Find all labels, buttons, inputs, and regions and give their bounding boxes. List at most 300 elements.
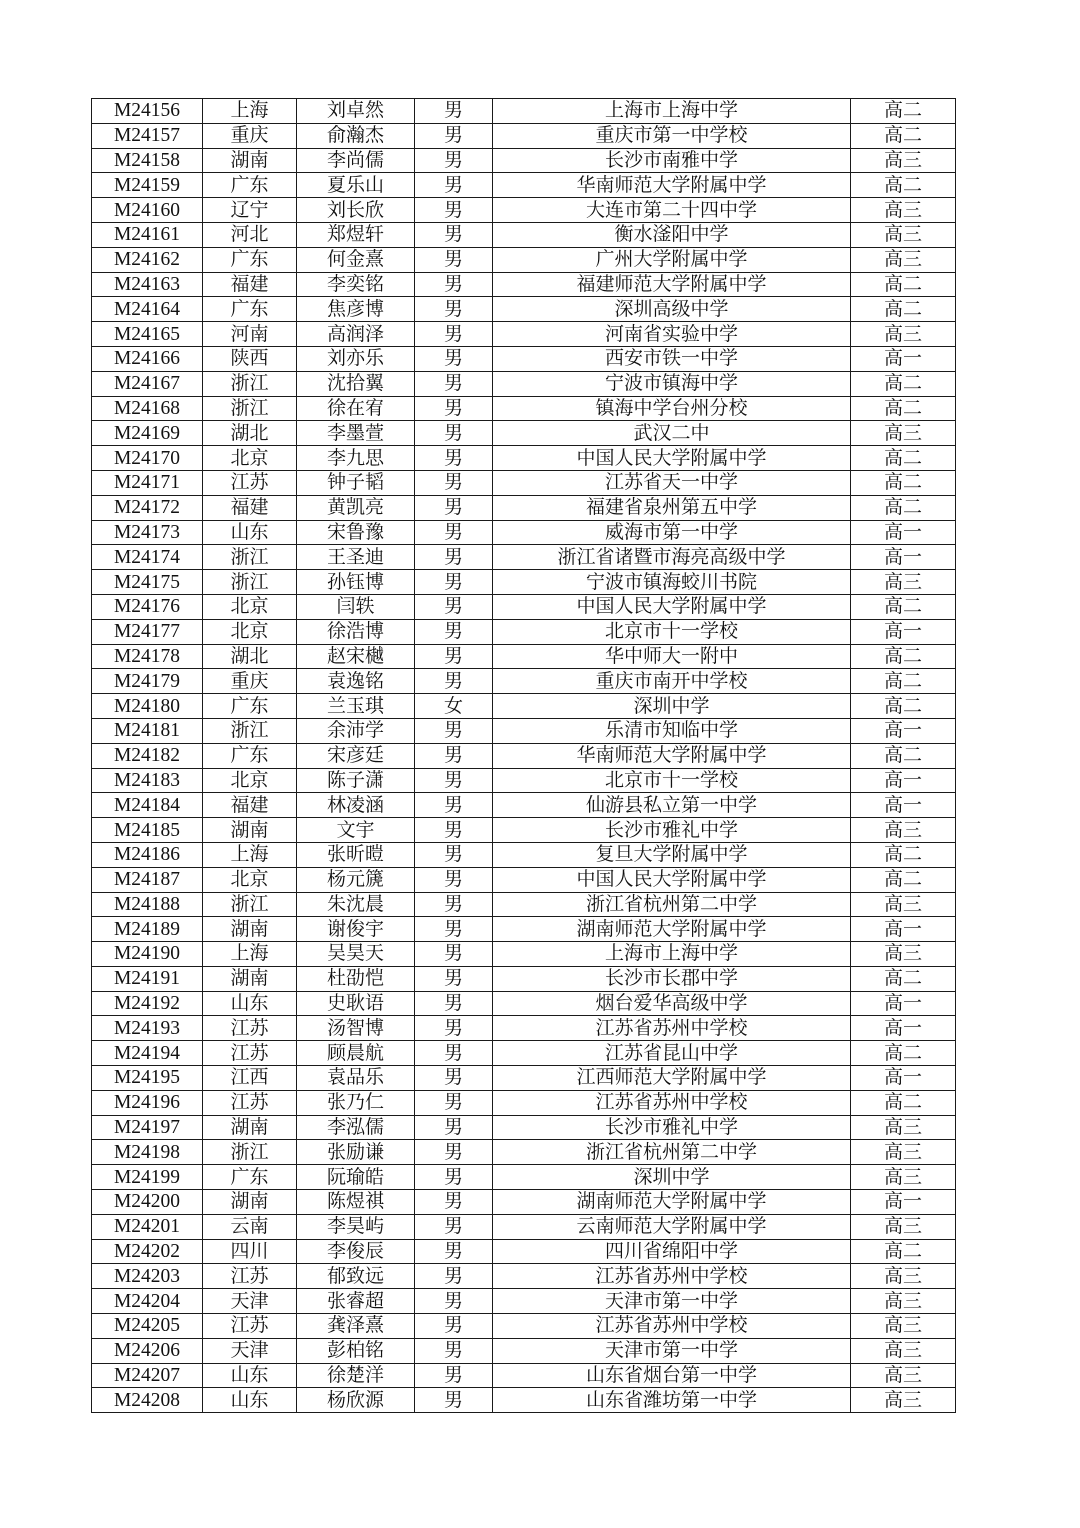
gender-cell: 男	[415, 1066, 493, 1091]
province-cell: 浙江	[203, 545, 297, 570]
gender-cell: 男	[415, 446, 493, 471]
grade-cell: 高三	[851, 1314, 956, 1339]
name-cell: 李九思	[297, 446, 415, 471]
grade-cell: 高一	[851, 1066, 956, 1091]
id-cell: M24159	[92, 173, 203, 198]
id-cell: M24199	[92, 1165, 203, 1190]
province-cell: 江苏	[203, 1016, 297, 1041]
name-cell: 兰玉琪	[297, 694, 415, 719]
name-cell: 汤智博	[297, 1016, 415, 1041]
grade-cell: 高一	[851, 619, 956, 644]
table-row	[92, 272, 956, 297]
name-cell: 郑煜轩	[297, 222, 415, 247]
school-cell: 深圳中学	[493, 1165, 851, 1190]
grade-cell: 高三	[851, 1264, 956, 1289]
table-row	[92, 1066, 956, 1091]
table-row	[92, 793, 956, 818]
grade-cell: 高二	[851, 99, 956, 124]
name-cell: 文宇	[297, 818, 415, 843]
id-cell: M24160	[92, 198, 203, 223]
id-cell: M24193	[92, 1016, 203, 1041]
province-cell: 湖南	[203, 966, 297, 991]
name-cell: 徐浩博	[297, 619, 415, 644]
gender-cell: 男	[415, 322, 493, 347]
grade-cell: 高二	[851, 594, 956, 619]
id-cell: M24172	[92, 495, 203, 520]
table-row	[92, 396, 956, 421]
id-cell: M24162	[92, 247, 203, 272]
name-cell: 焦彦博	[297, 297, 415, 322]
province-cell: 浙江	[203, 396, 297, 421]
id-cell: M24156	[92, 99, 203, 124]
school-cell: 山东省烟台第一中学	[493, 1363, 851, 1388]
gender-cell: 男	[415, 718, 493, 743]
gender-cell: 男	[415, 1239, 493, 1264]
school-cell: 乐清市知临中学	[493, 718, 851, 743]
province-cell: 浙江	[203, 892, 297, 917]
school-cell: 北京市十一学校	[493, 619, 851, 644]
name-cell: 李尚儒	[297, 148, 415, 173]
grade-cell: 高二	[851, 272, 956, 297]
gender-cell: 男	[415, 619, 493, 644]
school-cell: 江苏省苏州中学校	[493, 1314, 851, 1339]
id-cell: M24192	[92, 991, 203, 1016]
gender-cell: 男	[415, 1289, 493, 1314]
gender-cell: 男	[415, 1338, 493, 1363]
table-row	[92, 1214, 956, 1239]
id-cell: M24189	[92, 917, 203, 942]
school-cell: 江苏省苏州中学校	[493, 1090, 851, 1115]
province-cell: 广东	[203, 1165, 297, 1190]
grade-cell: 高二	[851, 173, 956, 198]
school-cell: 江苏省苏州中学校	[493, 1264, 851, 1289]
gender-cell: 男	[415, 495, 493, 520]
table-row	[92, 694, 956, 719]
grade-cell: 高二	[851, 842, 956, 867]
province-cell: 江苏	[203, 1090, 297, 1115]
gender-cell: 男	[415, 1314, 493, 1339]
school-cell: 长沙市雅礼中学	[493, 818, 851, 843]
province-cell: 湖北	[203, 644, 297, 669]
id-cell: M24205	[92, 1314, 203, 1339]
province-cell: 广东	[203, 743, 297, 768]
name-cell: 沈拾翼	[297, 371, 415, 396]
id-cell: M24166	[92, 346, 203, 371]
id-cell: M24185	[92, 818, 203, 843]
province-cell: 北京	[203, 768, 297, 793]
table-row	[92, 842, 956, 867]
name-cell: 闫轶	[297, 594, 415, 619]
school-cell: 山东省潍坊第一中学	[493, 1388, 851, 1413]
school-cell: 北京市十一学校	[493, 768, 851, 793]
province-cell: 河南	[203, 322, 297, 347]
gender-cell: 男	[415, 966, 493, 991]
roster-table-body	[92, 99, 956, 1413]
id-cell: M24167	[92, 371, 203, 396]
gender-cell: 男	[415, 1115, 493, 1140]
province-cell: 山东	[203, 991, 297, 1016]
table-row	[92, 1041, 956, 1066]
id-cell: M24196	[92, 1090, 203, 1115]
table-row	[92, 1140, 956, 1165]
province-cell: 江苏	[203, 470, 297, 495]
name-cell: 杨欣源	[297, 1388, 415, 1413]
school-cell: 西安市铁一中学	[493, 346, 851, 371]
id-cell: M24176	[92, 594, 203, 619]
id-cell: M24184	[92, 793, 203, 818]
province-cell: 广东	[203, 694, 297, 719]
name-cell: 徐在宥	[297, 396, 415, 421]
grade-cell: 高一	[851, 545, 956, 570]
id-cell: M24180	[92, 694, 203, 719]
school-cell: 衡水滏阳中学	[493, 222, 851, 247]
table-row	[92, 570, 956, 595]
province-cell: 北京	[203, 867, 297, 892]
table-row	[92, 297, 956, 322]
province-cell: 广东	[203, 173, 297, 198]
school-cell: 华南师范大学附属中学	[493, 743, 851, 768]
name-cell: 王圣迪	[297, 545, 415, 570]
gender-cell: 男	[415, 421, 493, 446]
name-cell: 刘卓然	[297, 99, 415, 124]
school-cell: 上海市上海中学	[493, 99, 851, 124]
province-cell: 湖北	[203, 421, 297, 446]
province-cell: 辽宁	[203, 198, 297, 223]
grade-cell: 高二	[851, 1090, 956, 1115]
name-cell: 徐楚洋	[297, 1363, 415, 1388]
name-cell: 张乃仁	[297, 1090, 415, 1115]
gender-cell: 男	[415, 1363, 493, 1388]
school-cell: 江苏省昆山中学	[493, 1041, 851, 1066]
table-row	[92, 545, 956, 570]
province-cell: 上海	[203, 942, 297, 967]
grade-cell: 高一	[851, 520, 956, 545]
grade-cell: 高三	[851, 148, 956, 173]
gender-cell: 男	[415, 818, 493, 843]
province-cell: 陕西	[203, 346, 297, 371]
province-cell: 北京	[203, 619, 297, 644]
table-row	[92, 173, 956, 198]
id-cell: M24182	[92, 743, 203, 768]
school-cell: 重庆市第一中学校	[493, 123, 851, 148]
table-row	[92, 1090, 956, 1115]
name-cell: 林凌涵	[297, 793, 415, 818]
grade-cell: 高一	[851, 1016, 956, 1041]
gender-cell: 男	[415, 892, 493, 917]
province-cell: 云南	[203, 1214, 297, 1239]
table-row	[92, 99, 956, 124]
gender-cell: 男	[415, 570, 493, 595]
table-row	[92, 346, 956, 371]
name-cell: 杜劭恺	[297, 966, 415, 991]
name-cell: 吴昊天	[297, 942, 415, 967]
table-row	[92, 1289, 956, 1314]
school-cell: 宁波市镇海中学	[493, 371, 851, 396]
province-cell: 湖南	[203, 1115, 297, 1140]
gender-cell: 男	[415, 1165, 493, 1190]
table-row	[92, 1115, 956, 1140]
name-cell: 袁品乐	[297, 1066, 415, 1091]
table-row	[92, 446, 956, 471]
grade-cell: 高二	[851, 446, 956, 471]
id-cell: M24208	[92, 1388, 203, 1413]
school-cell: 浙江省诸暨市海亮高级中学	[493, 545, 851, 570]
name-cell: 孙钰博	[297, 570, 415, 595]
name-cell: 彭柏铭	[297, 1338, 415, 1363]
school-cell: 长沙市南雅中学	[493, 148, 851, 173]
gender-cell: 男	[415, 123, 493, 148]
gender-cell: 男	[415, 520, 493, 545]
province-cell: 山东	[203, 520, 297, 545]
table-row	[92, 942, 956, 967]
grade-cell: 高三	[851, 247, 956, 272]
id-cell: M24194	[92, 1041, 203, 1066]
province-cell: 江苏	[203, 1264, 297, 1289]
name-cell: 郁致远	[297, 1264, 415, 1289]
school-cell: 仙游县私立第一中学	[493, 793, 851, 818]
grade-cell: 高三	[851, 1388, 956, 1413]
id-cell: M24183	[92, 768, 203, 793]
school-cell: 长沙市雅礼中学	[493, 1115, 851, 1140]
grade-cell: 高三	[851, 198, 956, 223]
school-cell: 天津市第一中学	[493, 1289, 851, 1314]
school-cell: 天津市第一中学	[493, 1338, 851, 1363]
id-cell: M24177	[92, 619, 203, 644]
name-cell: 赵宋樾	[297, 644, 415, 669]
grade-cell: 高三	[851, 222, 956, 247]
id-cell: M24174	[92, 545, 203, 570]
gender-cell: 男	[415, 247, 493, 272]
school-cell: 华中师大一附中	[493, 644, 851, 669]
id-cell: M24202	[92, 1239, 203, 1264]
grade-cell: 高三	[851, 421, 956, 446]
table-row	[92, 619, 956, 644]
table-row	[92, 421, 956, 446]
id-cell: M24158	[92, 148, 203, 173]
table-row	[92, 1239, 956, 1264]
id-cell: M24203	[92, 1264, 203, 1289]
table-row	[92, 495, 956, 520]
grade-cell: 高三	[851, 1165, 956, 1190]
gender-cell: 男	[415, 669, 493, 694]
table-row	[92, 1338, 956, 1363]
grade-cell: 高一	[851, 917, 956, 942]
table-row	[92, 322, 956, 347]
name-cell: 刘长欣	[297, 198, 415, 223]
id-cell: M24179	[92, 669, 203, 694]
school-cell: 福建师范大学附属中学	[493, 272, 851, 297]
province-cell: 重庆	[203, 669, 297, 694]
name-cell: 陈煜祺	[297, 1190, 415, 1215]
province-cell: 江西	[203, 1066, 297, 1091]
grade-cell: 高三	[851, 1140, 956, 1165]
table-row	[92, 123, 956, 148]
gender-cell: 男	[415, 396, 493, 421]
name-cell: 张昕暟	[297, 842, 415, 867]
grade-cell: 高三	[851, 1338, 956, 1363]
grade-cell: 高二	[851, 694, 956, 719]
name-cell: 朱沈晨	[297, 892, 415, 917]
name-cell: 宋鲁豫	[297, 520, 415, 545]
gender-cell: 男	[415, 594, 493, 619]
table-row	[92, 743, 956, 768]
grade-cell: 高二	[851, 396, 956, 421]
grade-cell: 高一	[851, 1190, 956, 1215]
grade-cell: 高三	[851, 818, 956, 843]
table-row	[92, 818, 956, 843]
name-cell: 李泓儒	[297, 1115, 415, 1140]
province-cell: 湖南	[203, 917, 297, 942]
school-cell: 武汉二中	[493, 421, 851, 446]
id-cell: M24204	[92, 1289, 203, 1314]
grade-cell: 高二	[851, 1239, 956, 1264]
id-cell: M24168	[92, 396, 203, 421]
gender-cell: 男	[415, 173, 493, 198]
grade-cell: 高三	[851, 570, 956, 595]
grade-cell: 高一	[851, 346, 956, 371]
school-cell: 福建省泉州第五中学	[493, 495, 851, 520]
id-cell: M24201	[92, 1214, 203, 1239]
id-cell: M24178	[92, 644, 203, 669]
school-cell: 深圳中学	[493, 694, 851, 719]
id-cell: M24161	[92, 222, 203, 247]
grade-cell: 高一	[851, 718, 956, 743]
table-row	[92, 198, 956, 223]
school-cell: 中国人民大学附属中学	[493, 594, 851, 619]
grade-cell: 高二	[851, 669, 956, 694]
name-cell: 李墨萱	[297, 421, 415, 446]
province-cell: 四川	[203, 1239, 297, 1264]
school-cell: 河南省实验中学	[493, 322, 851, 347]
grade-cell: 高二	[851, 297, 956, 322]
school-cell: 浙江省杭州第二中学	[493, 892, 851, 917]
table-row	[92, 1016, 956, 1041]
gender-cell: 男	[415, 1190, 493, 1215]
id-cell: M24170	[92, 446, 203, 471]
table-row	[92, 718, 956, 743]
table-row	[92, 966, 956, 991]
school-cell: 江西师范大学附属中学	[493, 1066, 851, 1091]
grade-cell: 高三	[851, 892, 956, 917]
id-cell: M24171	[92, 470, 203, 495]
id-cell: M24188	[92, 892, 203, 917]
id-cell: M24200	[92, 1190, 203, 1215]
table-row	[92, 1363, 956, 1388]
school-cell: 江苏省苏州中学校	[493, 1016, 851, 1041]
id-cell: M24163	[92, 272, 203, 297]
id-cell: M24195	[92, 1066, 203, 1091]
grade-cell: 高三	[851, 1214, 956, 1239]
school-cell: 中国人民大学附属中学	[493, 446, 851, 471]
table-row	[92, 247, 956, 272]
province-cell: 天津	[203, 1289, 297, 1314]
grade-cell: 高二	[851, 470, 956, 495]
table-row	[92, 371, 956, 396]
gender-cell: 男	[415, 346, 493, 371]
name-cell: 龚泽熹	[297, 1314, 415, 1339]
table-row	[92, 917, 956, 942]
school-cell: 深圳高级中学	[493, 297, 851, 322]
province-cell: 福建	[203, 495, 297, 520]
gender-cell: 男	[415, 1041, 493, 1066]
school-cell: 重庆市南开中学校	[493, 669, 851, 694]
grade-cell: 高一	[851, 793, 956, 818]
school-cell: 威海市第一中学	[493, 520, 851, 545]
roster-table	[91, 98, 956, 1413]
table-row	[92, 669, 956, 694]
table-row	[92, 470, 956, 495]
name-cell: 张睿超	[297, 1289, 415, 1314]
name-cell: 俞瀚杰	[297, 123, 415, 148]
id-cell: M24157	[92, 123, 203, 148]
name-cell: 陈子潇	[297, 768, 415, 793]
gender-cell: 男	[415, 470, 493, 495]
id-cell: M24198	[92, 1140, 203, 1165]
gender-cell: 男	[415, 644, 493, 669]
gender-cell: 男	[415, 198, 493, 223]
school-cell: 江苏省天一中学	[493, 470, 851, 495]
grade-cell: 高二	[851, 495, 956, 520]
table-row	[92, 1388, 956, 1413]
id-cell: M24187	[92, 867, 203, 892]
name-cell: 宋彦廷	[297, 743, 415, 768]
school-cell: 广州大学附属中学	[493, 247, 851, 272]
province-cell: 福建	[203, 272, 297, 297]
id-cell: M24190	[92, 942, 203, 967]
province-cell: 浙江	[203, 570, 297, 595]
id-cell: M24169	[92, 421, 203, 446]
name-cell: 史耿语	[297, 991, 415, 1016]
name-cell: 李俊辰	[297, 1239, 415, 1264]
school-cell: 中国人民大学附属中学	[493, 867, 851, 892]
grade-cell: 高二	[851, 966, 956, 991]
gender-cell: 男	[415, 743, 493, 768]
id-cell: M24206	[92, 1338, 203, 1363]
name-cell: 刘亦乐	[297, 346, 415, 371]
province-cell: 广东	[203, 297, 297, 322]
table-row	[92, 644, 956, 669]
name-cell: 黄凯亮	[297, 495, 415, 520]
grade-cell: 高一	[851, 991, 956, 1016]
id-cell: M24181	[92, 718, 203, 743]
school-cell: 浙江省杭州第二中学	[493, 1140, 851, 1165]
id-cell: M24186	[92, 842, 203, 867]
grade-cell: 高三	[851, 1289, 956, 1314]
gender-cell: 男	[415, 371, 493, 396]
id-cell: M24207	[92, 1363, 203, 1388]
gender-cell: 男	[415, 545, 493, 570]
table-row	[92, 1190, 956, 1215]
table-row	[92, 867, 956, 892]
table-row	[92, 1264, 956, 1289]
name-cell: 阮瑜皓	[297, 1165, 415, 1190]
id-cell: M24164	[92, 297, 203, 322]
province-cell: 上海	[203, 99, 297, 124]
province-cell: 河北	[203, 222, 297, 247]
gender-cell: 男	[415, 1016, 493, 1041]
school-cell: 镇海中学台州分校	[493, 396, 851, 421]
gender-cell: 男	[415, 1214, 493, 1239]
id-cell: M24197	[92, 1115, 203, 1140]
grade-cell: 高二	[851, 371, 956, 396]
school-cell: 宁波市镇海蛟川书院	[493, 570, 851, 595]
name-cell: 余沛学	[297, 718, 415, 743]
gender-cell: 男	[415, 991, 493, 1016]
school-cell: 烟台爱华高级中学	[493, 991, 851, 1016]
grade-cell: 高三	[851, 1115, 956, 1140]
name-cell: 夏乐山	[297, 173, 415, 198]
gender-cell: 男	[415, 148, 493, 173]
